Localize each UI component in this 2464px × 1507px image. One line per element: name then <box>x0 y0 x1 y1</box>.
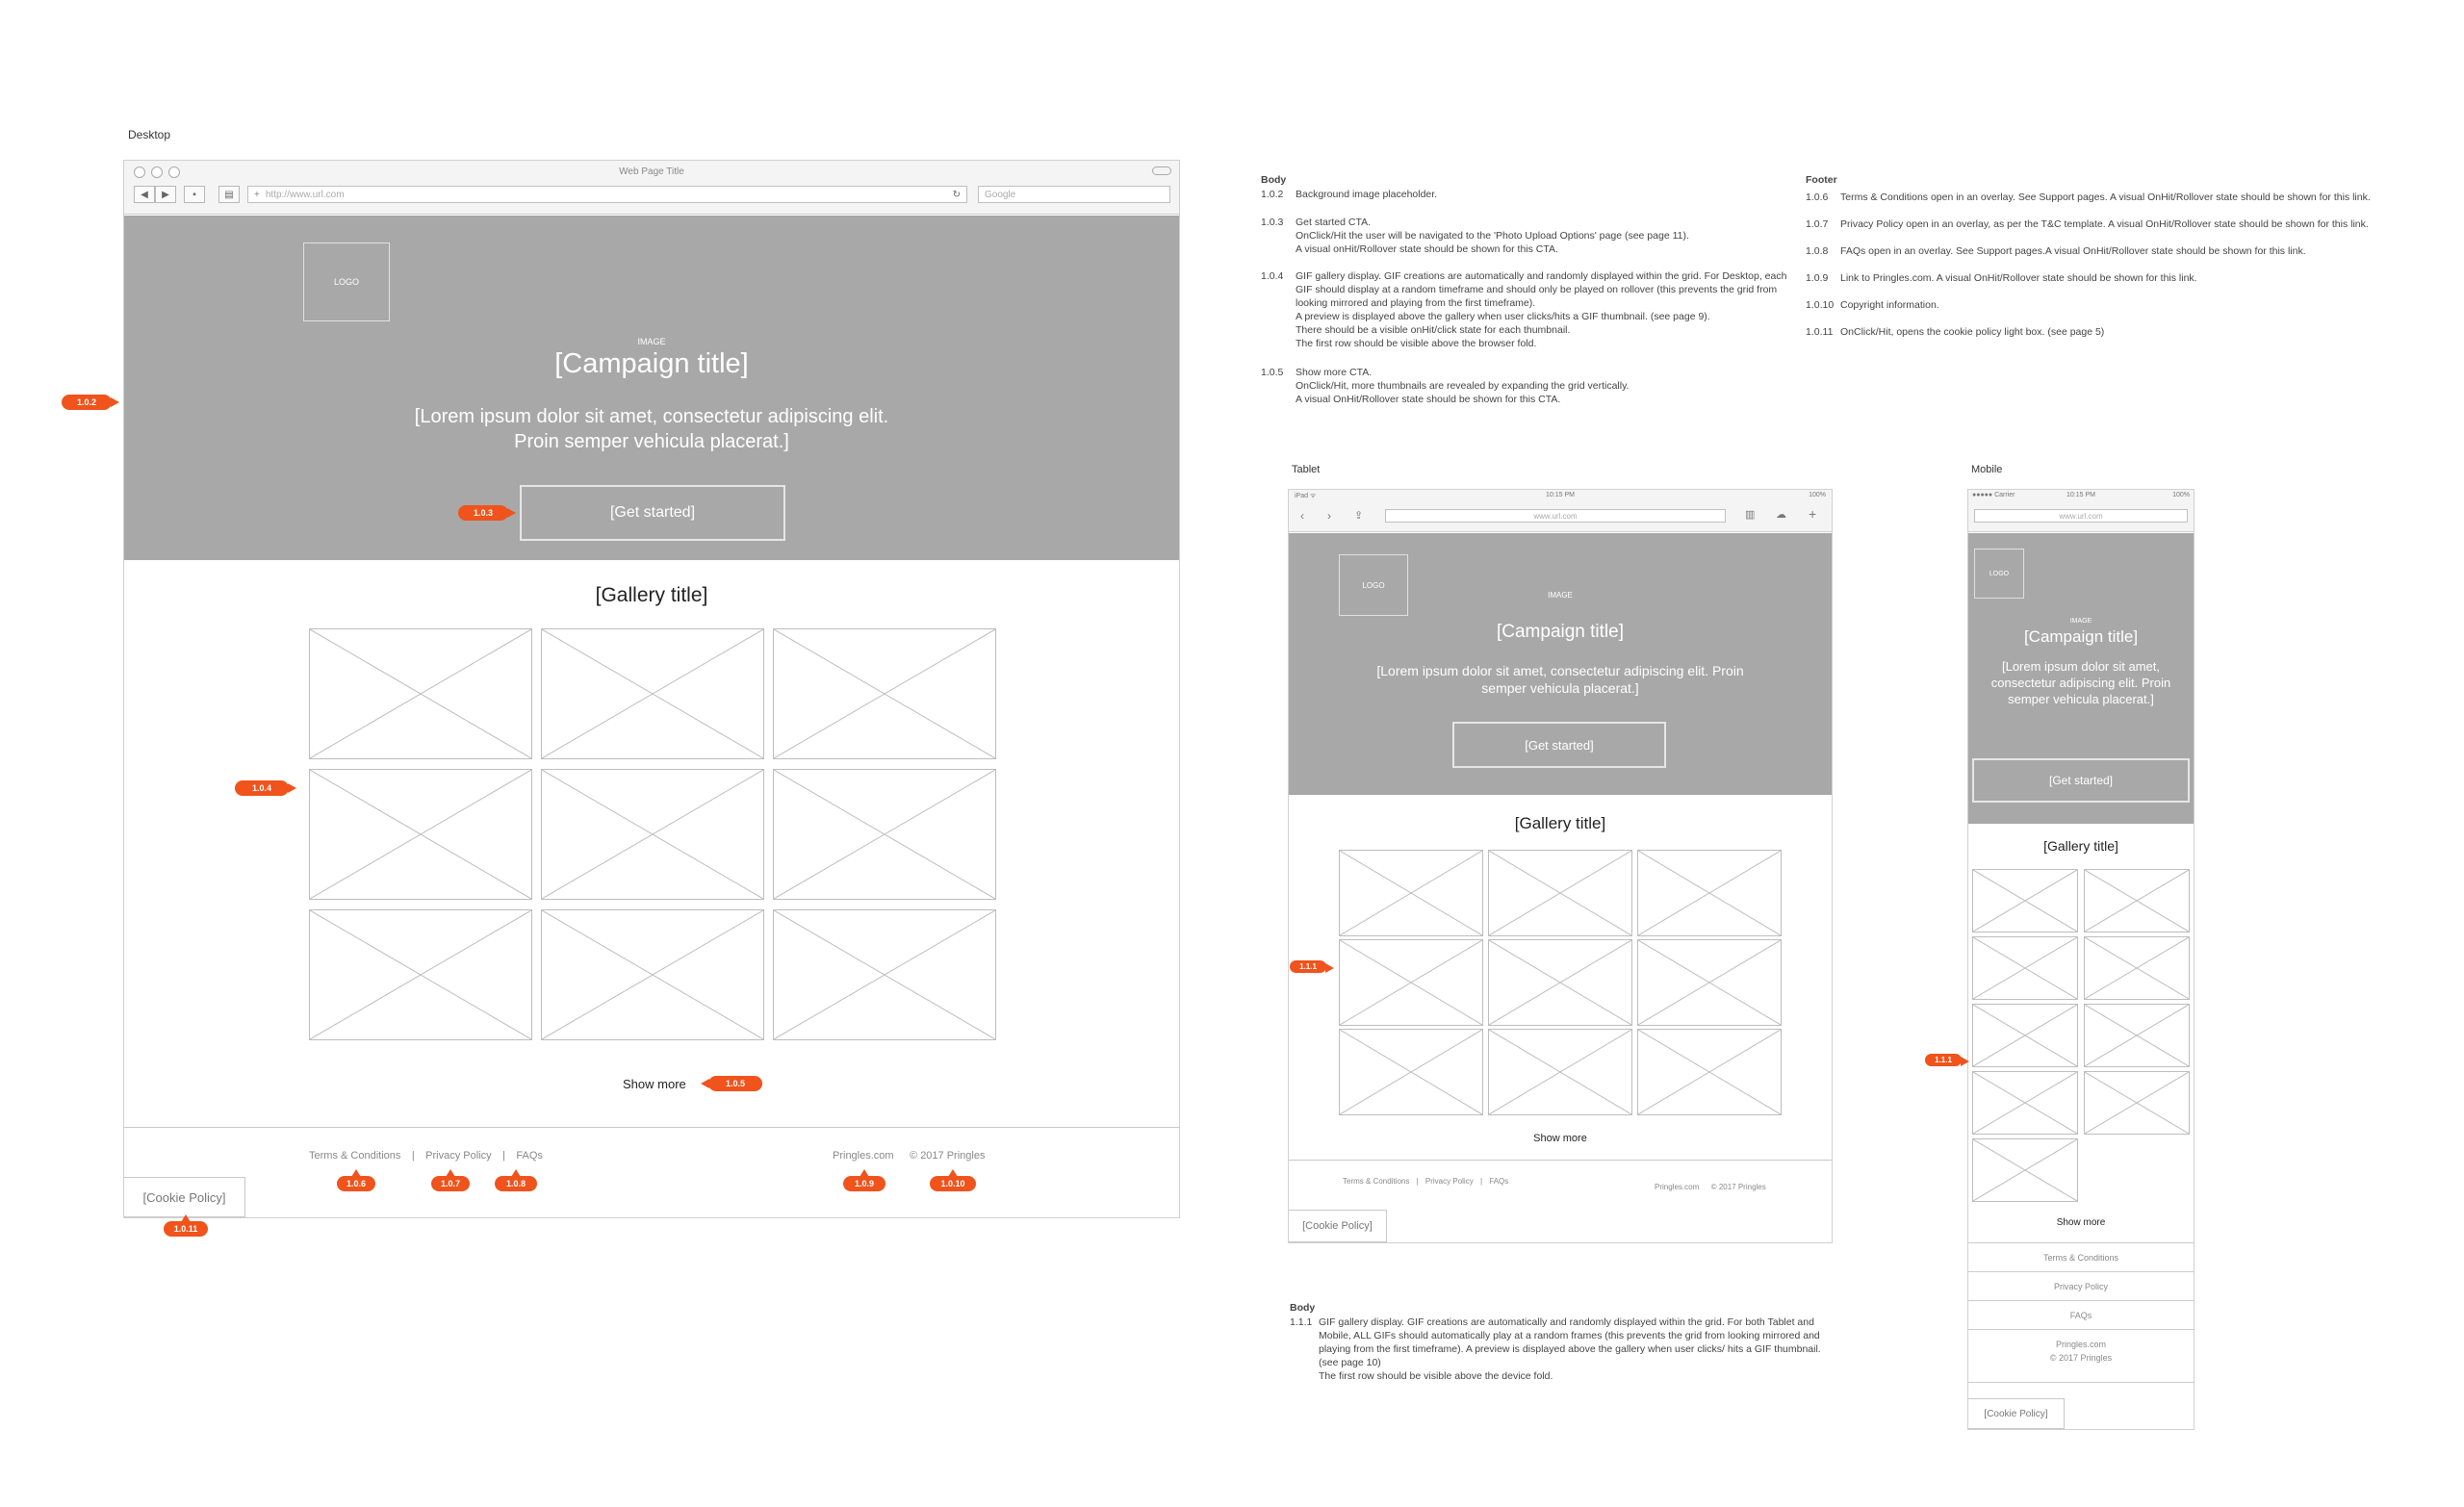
mobile-copyright-text: © 2017 Pringles <box>2049 1353 2113 1363</box>
mobile-privacy-link[interactable]: Privacy Policy <box>1968 1271 2194 1300</box>
tablet-image-label: IMAGE <box>1548 591 1573 600</box>
forward-arrow-icon[interactable]: ▶ <box>155 186 176 203</box>
mobile-cookie-policy-button[interactable]: [Cookie Policy] <box>1968 1398 2065 1429</box>
annotation-tag-1-0-4: 1.0.4 <box>235 780 289 796</box>
gallery-thumbnail[interactable] <box>1339 939 1483 1026</box>
gallery-thumbnail[interactable] <box>1972 1004 2078 1067</box>
mobile-status-battery: 100% <box>2172 492 2190 498</box>
mobile-browser-chrome <box>1968 490 2194 532</box>
tablet-footer-right <box>1655 1177 1766 1194</box>
footer-separator: | <box>1416 1177 1419 1186</box>
desktop-show-more-button[interactable]: Show more <box>623 1077 686 1091</box>
tablet-hero-body: [Lorem ipsum dolor sit amet, consectetur adipiscing elit. Proin semper vehicula placerat.] <box>1376 663 1744 696</box>
mobile-frame <box>1967 489 2194 1430</box>
desktop-footer-links <box>309 1146 543 1163</box>
gallery-thumbnail[interactable] <box>1972 1138 2078 1202</box>
tablet-status-time: 10:15 PM <box>1546 492 1575 498</box>
tablet-show-more-button[interactable]: Show more <box>1533 1133 1587 1144</box>
footer-notes <box>1806 173 2402 338</box>
desktop-campaign-title: [Campaign title] <box>554 348 749 379</box>
mobile-url-input[interactable]: www.url.com <box>1974 509 2188 523</box>
gallery-thumbnail[interactable] <box>1339 1029 1483 1115</box>
desktop-label: Desktop <box>128 128 171 141</box>
note-1-1-1: 1.1.1 GIF gallery display. GIF creations are automatically and randomly displayed within the grid. For both Tablet and Mobile, ALL GIFs should automatically play at a random frames (this prevents the grid from looking mirrored and playing from the first timeframe). A preview is displayed above the gallery when user clicks/ hits a GIF thumbnail. (see page 10) The first row should be visible above the device fold. <box>1290 1316 1821 1382</box>
annotation-tag-1-0-2: 1.0.2 <box>62 395 112 410</box>
mobile-campaign-title: [Campaign title] <box>2023 627 2139 646</box>
footer-notes-heading: Footer <box>1806 174 1837 186</box>
tablet-hero <box>1289 533 1832 795</box>
gallery-thumbnail[interactable] <box>541 909 764 1040</box>
annotation-tag-1-0-7: 1.0.7 <box>431 1176 470 1191</box>
copyright-text: © 2017 Pringles <box>1710 1183 1766 1191</box>
mobile-logo: LOGO <box>1974 549 2024 599</box>
tablet-cookie-policy-button[interactable]: [Cookie Policy] <box>1289 1210 1387 1242</box>
note-1-0-4: 1.0.4 GIF gallery display. GIF creations are automatically and randomly displayed within the grid. For Desktop, each GIF should display at a random timeframe and should only be played on rollover (this prevents the grid from looking mirrored and playing from the first timeframe). A preview is displayed above the gallery when user clicks/hits a GIF thumbnail. (see page 9). There should be a visible onHit/click state for each thumbnail. The first row should be visible above the browser fold. <box>1261 270 1787 349</box>
tablet-browser-chrome <box>1289 490 1832 532</box>
mobile-status-time: 10:15 PM <box>2066 492 2095 498</box>
gallery-thumbnail[interactable] <box>309 769 532 900</box>
mobile-hero-body: [Lorem ipsum dolor sit amet, consectetur adipiscing elit. Proin semper vehicula placerat.] <box>1990 659 2171 706</box>
tablet-footer-links <box>1343 1177 1508 1186</box>
tablet-bookmarks-icon[interactable]: ▥ <box>1745 509 1756 521</box>
mobile-hero <box>1968 533 2194 824</box>
tablet-url-input[interactable]: www.url.com <box>1385 509 1726 523</box>
gallery-thumbnail[interactable] <box>1488 850 1632 936</box>
tablet-frame <box>1288 489 1833 1243</box>
gallery-thumbnail[interactable] <box>1637 939 1782 1026</box>
note-1-0-3: 1.0.3 Get started CTA. OnClick/Hit the user will be navigated to the 'Photo Upload Options' page (see page 11). A visual onHit/Rollover state should be shown for this CTA. <box>1261 217 1689 255</box>
tablet-gallery-grid <box>1339 850 1782 1115</box>
desktop-logo: LOGO <box>303 243 390 321</box>
mobile-show-more-button[interactable]: Show more <box>2056 1217 2106 1228</box>
note-1-0-8: 1.0.8 FAQs open in an overlay. See Support pages.A visual OnHit/Rollover state should be shown for this link. <box>1806 245 2306 257</box>
gallery-thumbnail[interactable] <box>541 628 764 759</box>
note-1-0-9: 1.0.9 Link to Pringles.com. A visual OnHit/Rollover state should be shown for this link. <box>1806 272 2197 284</box>
gallery-thumbnail[interactable] <box>773 769 996 900</box>
print-icon[interactable]: ▤ <box>218 186 240 203</box>
gallery-thumbnail[interactable] <box>1488 939 1632 1026</box>
annotation-tag-1-1-1-mobile: 1.1.1 <box>1925 1054 1962 1066</box>
desktop-gallery-grid <box>309 628 996 1044</box>
note-1-0-11: 1.0.11 OnClick/Hit, opens the cookie policy light box. (see page 5) <box>1806 326 2105 338</box>
annotation-tag-1-1-1: 1.1.1 <box>1290 960 1326 973</box>
footer-separator: | <box>502 1150 505 1162</box>
gallery-thumbnail[interactable] <box>1972 869 2078 932</box>
body-notes-heading: Body <box>1261 174 1287 186</box>
gallery-thumbnail[interactable] <box>309 909 532 1040</box>
desktop-browser-chrome <box>124 161 1179 215</box>
gallery-thumbnail[interactable] <box>541 769 764 900</box>
browser-page-title: Web Page Title <box>619 166 684 177</box>
mobile-footer-info <box>1968 1329 2194 1383</box>
gallery-thumbnail[interactable] <box>773 909 996 1040</box>
tablet-mobile-notes <box>1290 1301 1829 1382</box>
terms-link[interactable]: Terms & Conditions <box>1343 1177 1410 1186</box>
body-notes <box>1261 173 1800 405</box>
pringles-link[interactable]: Pringles.com <box>833 1150 894 1162</box>
desktop-footer-divider <box>124 1127 1179 1128</box>
pringles-link[interactable]: Pringles.com <box>1655 1183 1700 1191</box>
gallery-thumbnail[interactable] <box>2084 1071 2190 1135</box>
mobile-gallery-title: [Gallery title] <box>2043 838 2118 854</box>
annotation-tag-1-0-9: 1.0.9 <box>843 1176 886 1191</box>
copyright-text: © 2017 Pringles <box>910 1150 986 1162</box>
mobile-image-label: IMAGE <box>2069 618 2092 625</box>
tablet-footer-divider <box>1289 1160 1832 1161</box>
url-text: http://www.url.com <box>265 189 345 200</box>
tablet-forward-icon[interactable]: › <box>1327 509 1331 523</box>
browser-toggle-icon[interactable] <box>1152 166 1171 175</box>
body2-notes-heading: Body <box>1290 1302 1316 1314</box>
gallery-thumbnail[interactable] <box>2084 869 2190 932</box>
mobile-terms-link[interactable]: Terms & Conditions <box>1968 1242 2194 1271</box>
footer-separator: | <box>1479 1177 1483 1186</box>
gallery-thumbnail[interactable] <box>309 628 532 759</box>
gallery-thumbnail[interactable] <box>1972 1071 2078 1135</box>
desktop-gallery-title: [Gallery title] <box>595 584 708 606</box>
tablet-campaign-title: [Campaign title] <box>1496 622 1624 642</box>
faqs-link[interactable]: FAQs <box>516 1150 543 1162</box>
note-1-0-10: 1.0.10 Copyright information. <box>1806 299 1939 311</box>
footer-separator: | <box>411 1150 415 1162</box>
gallery-thumbnail[interactable] <box>773 628 996 759</box>
desktop-footer-right <box>833 1146 985 1163</box>
reload-icon[interactable]: ↻ <box>952 189 961 200</box>
desktop-image-label: IMAGE <box>637 337 666 346</box>
annotation-tag-1-0-5: 1.0.5 <box>708 1076 762 1091</box>
mobile-pringles-link[interactable]: Pringles.com <box>2055 1340 2107 1349</box>
tablet-gallery-title: [Gallery title] <box>1514 814 1606 832</box>
tablet-back-icon[interactable]: ‹ <box>1300 509 1304 523</box>
search-input[interactable]: Google <box>978 186 1170 203</box>
mobile-faqs-link[interactable]: FAQs <box>1968 1300 2194 1329</box>
terms-link[interactable]: Terms & Conditions <box>309 1150 401 1162</box>
annotation-tag-1-0-8: 1.0.8 <box>495 1176 537 1191</box>
annotation-tag-1-0-11: 1.0.11 <box>164 1221 208 1237</box>
mobile-label: Mobile <box>1971 464 2003 475</box>
tablet-logo: LOGO <box>1339 554 1408 616</box>
add-tab-icon[interactable]: + <box>254 189 260 200</box>
desktop-hero-body: [Lorem ipsum dolor sit amet, consectetur adipiscing elit. Proin semper vehicula placerat.] <box>414 406 889 452</box>
gallery-thumbnail[interactable] <box>1637 850 1782 936</box>
gallery-thumbnail[interactable] <box>1339 850 1483 936</box>
mobile-status-carrier: ●●●●● Carrier <box>1972 492 2015 498</box>
tablet-status-battery: 100% <box>1809 492 1826 498</box>
note-1-0-7: 1.0.7 Privacy Policy open in an overlay, as per the T&C template. A visual OnHit/Rollover state should be shown for this link. <box>1806 218 2369 230</box>
mobile-gallery-grid <box>1972 869 2190 1202</box>
gallery-thumbnail[interactable] <box>1488 1029 1632 1115</box>
gallery-thumbnail[interactable] <box>1637 1029 1782 1115</box>
mobile-get-started-button[interactable]: [Get started] <box>1972 758 2190 803</box>
desktop-get-started-button[interactable]: [Get started] <box>520 485 785 541</box>
annotation-tag-1-0-6: 1.0.6 <box>337 1176 375 1191</box>
tablet-label: Tablet <box>1292 464 1321 475</box>
tablet-new-tab-icon[interactable]: + <box>1809 506 1817 522</box>
gallery-thumbnail[interactable] <box>2084 936 2190 1000</box>
note-1-0-6: 1.0.6 Terms & Conditions open in an overlay. See Support pages. A visual OnHit/Rollover state should be shown for this link. <box>1806 192 2371 203</box>
tablet-status-carrier: iPad ᯤ <box>1295 493 1317 499</box>
home-icon[interactable]: ▪ <box>184 186 205 203</box>
back-arrow-icon[interactable]: ◀ <box>134 186 155 203</box>
annotation-tag-1-0-3: 1.0.3 <box>458 505 508 521</box>
privacy-link[interactable]: Privacy Policy <box>1424 1177 1474 1186</box>
tablet-share-icon[interactable]: ⇪ <box>1354 510 1364 522</box>
url-input[interactable] <box>247 186 967 203</box>
note-1-0-5: 1.0.5 Show more CTA. OnClick/Hit, more thumbnails are revealed by expanding the grid vertically. A visual OnHit/Rollover state should be shown for this CTA. <box>1261 367 1630 405</box>
desktop-cookie-policy-button[interactable]: [Cookie Policy] <box>124 1177 245 1217</box>
faqs-link[interactable]: FAQs <box>1489 1177 1509 1186</box>
desktop-frame <box>123 160 1180 1218</box>
gallery-thumbnail[interactable] <box>2084 1004 2190 1067</box>
tablet-get-started-button[interactable]: [Get started] <box>1452 722 1666 768</box>
tablet-cloud-icon[interactable]: ☁ <box>1776 509 1786 521</box>
note-1-0-2: 1.0.2 Background image placeholder. <box>1261 189 1438 200</box>
desktop-hero <box>124 216 1179 560</box>
gallery-thumbnail[interactable] <box>1972 936 2078 1000</box>
annotation-tag-1-0-10: 1.0.10 <box>930 1176 976 1191</box>
privacy-link[interactable]: Privacy Policy <box>425 1150 492 1162</box>
